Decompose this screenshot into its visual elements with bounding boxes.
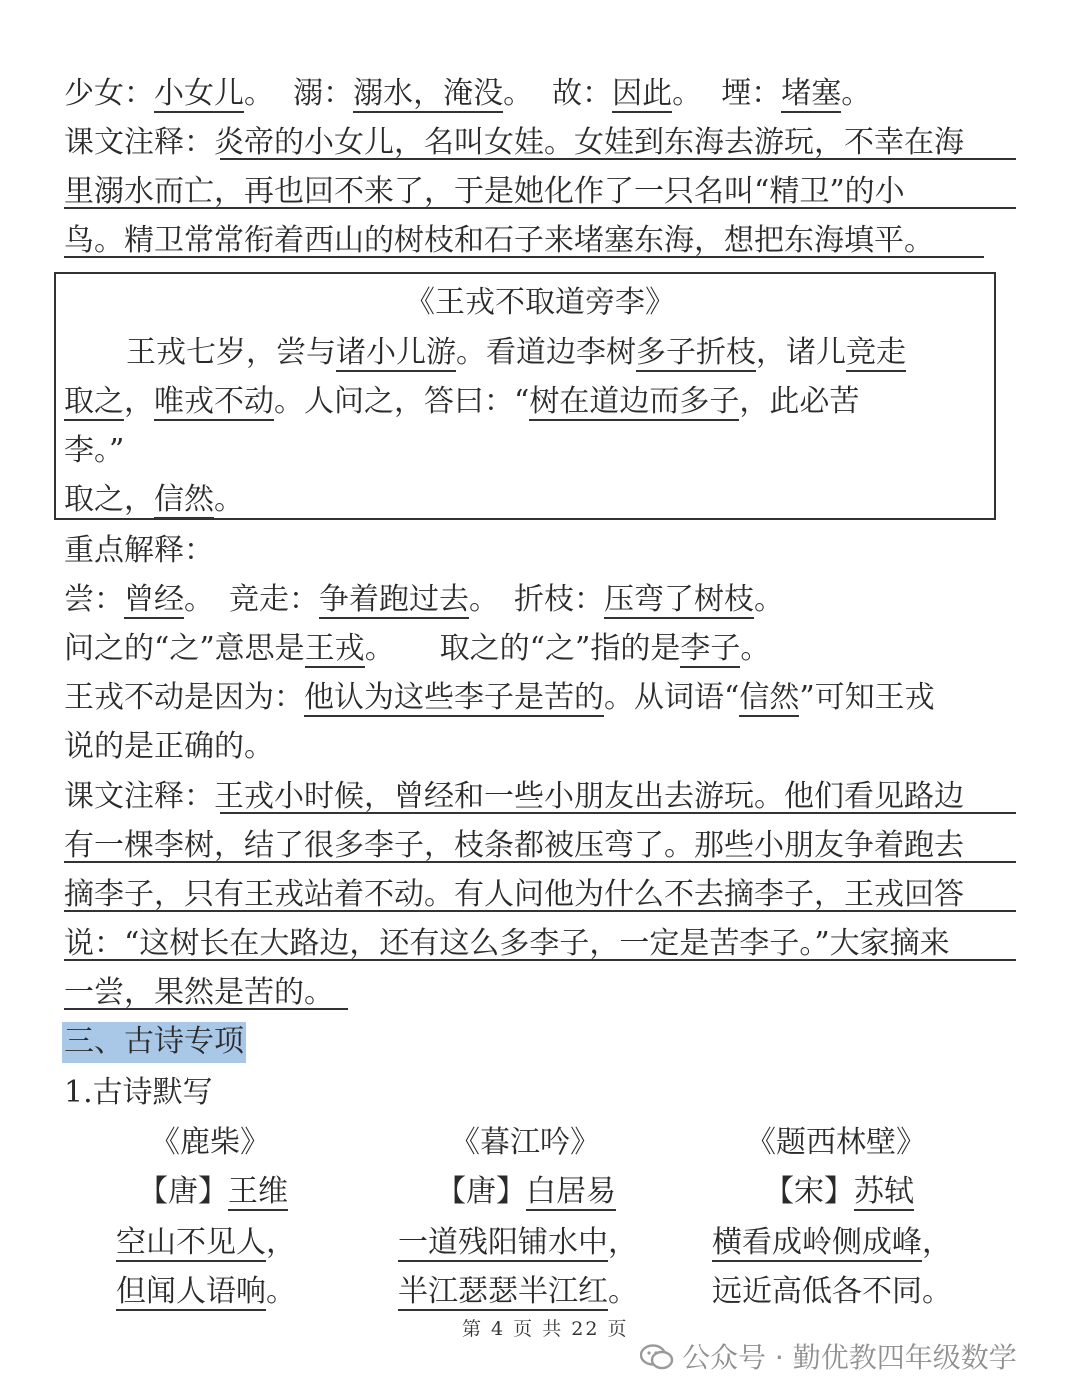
- story-line-3: 李。”: [64, 433, 125, 468]
- term-shaonv: 少女：: [64, 76, 154, 111]
- poem-line: 一道残阳铺水中，: [398, 1225, 638, 1260]
- note1-text-1: 炎帝的小女儿，名叫女娃。女娃到东海去游玩，不幸在海: [214, 125, 964, 160]
- underline: [64, 1008, 348, 1010]
- note2-label: 课文注释：: [64, 779, 214, 814]
- def-shaonv: 小女儿: [154, 76, 244, 111]
- keypoints-line-3: 王戎不动是因为：他认为这些李子是苦的。从词语“信然”可知王戎: [64, 680, 935, 715]
- def-gu: 因此: [612, 76, 673, 111]
- poem-line: 半江瑟瑟半江红。: [398, 1274, 638, 1309]
- keypoints-heading: 重点解释：: [64, 533, 214, 568]
- term-gu: 故：: [552, 76, 613, 111]
- note2-line-3: 摘李子，只有王戎站着不动。有人问他为什么不去摘李子，王戎回答: [64, 877, 964, 912]
- poem-author: 【宋】苏轼: [764, 1174, 914, 1209]
- note2-line-1: 课文注释：王戎小时候，曾经和一些小朋友出去游玩。他们看见路边: [64, 779, 964, 814]
- def-yin: 堵塞: [781, 76, 842, 111]
- underline: [220, 158, 1016, 160]
- poem-line: 横看成岭侧成峰，: [712, 1225, 952, 1260]
- term-ni: 溺：: [293, 76, 354, 111]
- underline: [220, 812, 1016, 814]
- underline: [64, 910, 1016, 912]
- keypoints-line-4: 说的是正确的。: [64, 729, 274, 764]
- underline: [64, 959, 1016, 961]
- keypoints-line-2: 问之的“之”意思是王戎。 取之的“之”指的是李子。: [64, 631, 771, 666]
- page-footer: 第 4 页 共 22 页: [462, 1318, 629, 1340]
- poem-title: 《暮江吟》: [450, 1125, 600, 1160]
- note1-line-3: [64, 222, 934, 260]
- poem-line: 空山不见人，: [116, 1225, 296, 1260]
- note1-line-1: [64, 124, 964, 162]
- term-yin: 堙：: [721, 76, 782, 111]
- note2-line-2: 有一棵李树，结了很多李子，枝条都被压弯了。那些小朋友争着跑去: [64, 828, 964, 863]
- poem-author: 【唐】王维: [138, 1174, 288, 1209]
- section3-subheading: 1.古诗默写: [64, 1075, 213, 1110]
- def-ni: 溺水，淹没: [353, 76, 504, 111]
- vocab-line-1: 少女：小女儿。 溺：溺水，淹没。 故：因此。 堙：堵塞。: [64, 76, 872, 111]
- underline: [64, 207, 1016, 209]
- note1-label: 课文注释：: [64, 125, 214, 160]
- story-line-4: 取之，信然。: [64, 482, 244, 517]
- poem-line: 远近高低各不同。: [712, 1274, 952, 1309]
- section3-heading: 三、古诗专项: [62, 1023, 246, 1061]
- poem-title: 《鹿柴》: [150, 1125, 270, 1160]
- story-line-2: 取之，唯戎不动。人问之，答曰：“树在道边而多子，此必苦: [64, 384, 860, 419]
- underline: [64, 256, 984, 258]
- watermark-text: 公众号 · 勤优教四年级数学: [682, 1341, 1017, 1374]
- note1-text-3: 鸟。精卫常常衔着西山的树枝和石子来堵塞东海，想把东海填平。: [64, 223, 934, 258]
- underline: [64, 861, 1016, 863]
- note2-line-4: 说：“这树长在大路边，还有这么多李子，一定是苦李子。”大家摘来: [64, 926, 950, 961]
- watermark: [640, 1336, 1017, 1376]
- wechat-icon: [640, 1344, 674, 1370]
- poem-line: 但闻人语响。: [116, 1274, 296, 1309]
- story-line-1: 王戎七岁，尝与诸小儿游。看道边李树多子折枝，诸儿竞走: [126, 335, 906, 370]
- story-title: 《王戎不取道旁李》: [405, 285, 675, 320]
- note1-text-2: 里溺水而亡，再也回不来了，于是她化作了一只名叫“精卫”的小: [64, 174, 905, 209]
- note2-line-5: 一尝，果然是苦的。: [64, 975, 334, 1010]
- keypoints-line-1: 尝：曾经。 竞走：争着跑过去。 折枝：压弯了树枝。: [64, 582, 784, 617]
- poem-author: 【唐】白居易: [436, 1174, 616, 1209]
- note1-line-2: [64, 173, 905, 211]
- poem-title: 《题西林壁》: [746, 1125, 926, 1160]
